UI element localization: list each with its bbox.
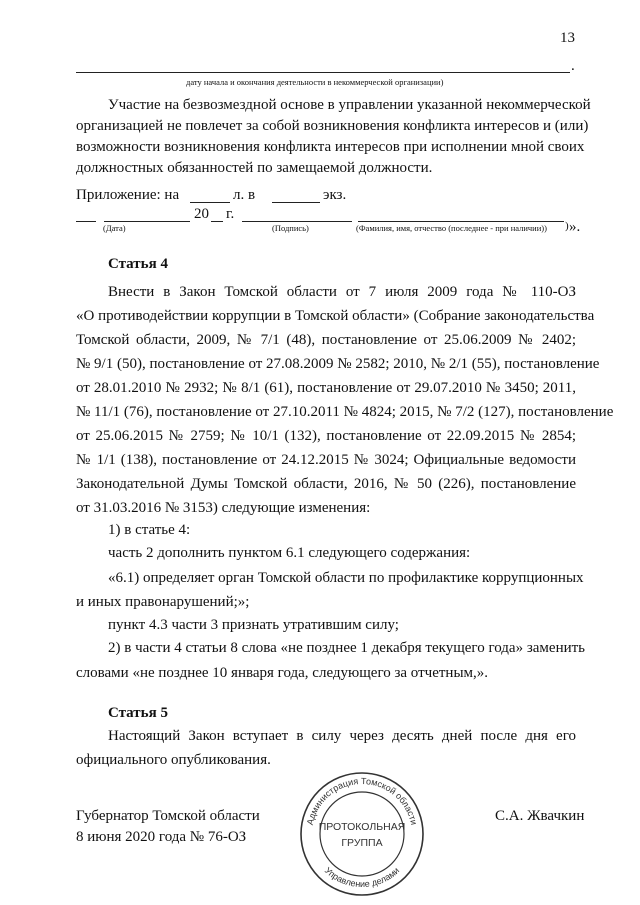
date-caption: (Дата) — [103, 223, 126, 233]
stamp-center-line-1: ПРОТОКОЛЬНАЯ — [318, 821, 406, 833]
para1-line-1: Участие на безвозмездной основе в управлении указанной некоммерческой — [108, 97, 591, 113]
caption-top: дату начала и окончания деятельности в некоммерческой организации) — [186, 77, 444, 87]
article4-quote-line-1: «6.1) определяет орган Томской области по профилактике коррупционных — [108, 570, 584, 586]
fullname-blank — [358, 221, 564, 222]
stamp-ring-bottom-text: Управление делами — [322, 865, 402, 890]
stamp-center-line-2: ГРУППА — [341, 837, 383, 849]
article4-point43: пункт 4.3 части 3 признать утратившим силу; — [108, 617, 399, 633]
article4-item2-line-2: словами «не позднее 10 января года, следующего за отчетным,». — [76, 665, 489, 681]
article4-line-2: «О противодействии коррупции в Томской области» (Собрание законодательства — [76, 308, 595, 324]
stamp-inner-ring — [320, 792, 404, 876]
article4-line-9: Законодательной Думы Томской области, 2016, № 50 (226), постановление — [76, 476, 576, 492]
signatory-name: С.А. Жвачкин — [495, 808, 585, 824]
form-line-top — [76, 72, 570, 73]
article4-heading: Статья 4 — [108, 256, 168, 272]
article4-quote-line-2: и иных правонарушений;»; — [76, 594, 250, 610]
form-line-period: . — [571, 58, 575, 74]
date-month-blank — [104, 221, 190, 222]
year-suffix: г. — [226, 206, 235, 222]
para1-line-4: должностных обязанностей по замещаемой должности. — [76, 160, 433, 176]
law-date-number: 8 июня 2020 года № 76-ОЗ — [76, 829, 247, 845]
article4-line-8: № 1/1 (138), постановление от 24.12.2015 № 3024; Официальные ведомости — [76, 452, 576, 468]
appendix-suffix: экз. — [323, 187, 347, 203]
article4-line-6: № 11/1 (76), постановление от 27.10.2011 № 4824; 2015, № 7/2 (127), постановление — [76, 404, 614, 420]
article4-item1: 1) в статье 4: — [108, 522, 191, 538]
page-number: 13 — [560, 30, 575, 46]
article4-line-5: от 28.01.2010 № 2932; № 8/1 (61), постановление от 29.07.2010 № 3450; 2011, — [76, 380, 576, 396]
appendix-mid: л. в — [233, 187, 256, 203]
appendix-blank-pages — [190, 202, 230, 203]
article4-line-3: Томской области, 2009, № 7/1 (48), постановление от 25.06.2009 № 2402; — [76, 332, 576, 348]
fullname-caption-bracket: ) — [565, 220, 569, 232]
article4-line-7: от 25.06.2015 № 2759; № 10/1 (132), постановление от 22.09.2015 № 2854; — [76, 428, 576, 444]
signature-caption: (Подпись) — [272, 223, 309, 233]
fullname-caption: (Фамилия, имя, отчество (последнее - при наличии)) — [356, 223, 547, 233]
appendix-prefix: Приложение: на — [76, 187, 180, 203]
appendix-blank-copies — [272, 202, 320, 203]
article5-line-2: официального опубликования. — [76, 752, 271, 768]
official-stamp — [298, 770, 426, 898]
article4-line-4: № 9/1 (50), постановление от 27.08.2009 № 2582; 2010, № 2/1 (55), постановление — [76, 356, 600, 372]
article4-part2: часть 2 дополнить пунктом 6.1 следующего содержания: — [108, 545, 471, 561]
article4-line-10: от 31.03.2016 № 3153) следующие изменения: — [76, 500, 371, 516]
year-prefix: 20 — [194, 206, 209, 222]
para1-line-3: возможности возникновения конфликта интересов при исполнении мной своих — [76, 139, 585, 155]
year-blank — [211, 221, 223, 222]
article5-line-1: Настоящий Закон вступает в силу через десять дней после дня его — [108, 728, 576, 744]
para1-line-2: организацией не повлечет за собой возникновения конфликта интересов и (или) — [76, 118, 589, 134]
stamp-outer-ring — [301, 773, 423, 895]
article4-item2-line-1: 2) в части 4 статьи 8 слова «не позднее 1 декабря текущего года» заменить — [108, 640, 586, 656]
article4-line-1: Внести в Закон Томской области от 7 июля 2009 года № 110-ОЗ — [108, 284, 576, 300]
governor-title: Губернатор Томской области — [76, 808, 260, 824]
stamp-ring-top-text: Администрация Томской области — [304, 775, 420, 826]
quote-close-mark: ». — [569, 219, 581, 235]
signature-blank — [242, 221, 352, 222]
date-day-blank — [76, 221, 96, 222]
article5-heading: Статья 5 — [108, 705, 168, 721]
